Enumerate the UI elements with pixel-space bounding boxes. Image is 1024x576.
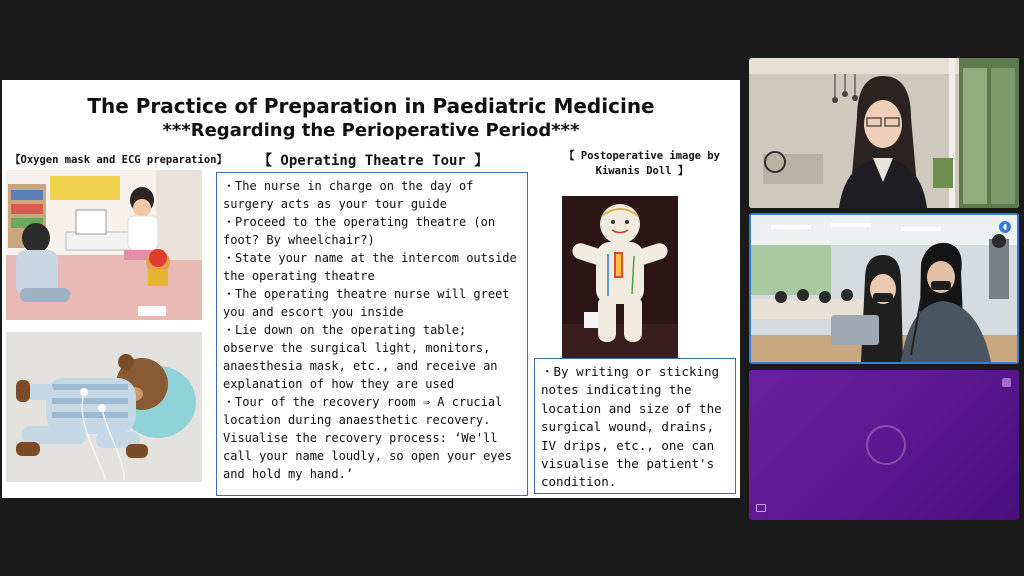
tour-step: ・Proceed to the operating theatre (on foot? By wheelchair?): [223, 215, 496, 247]
tour-step: ・Tour of the recovery room ⇒ A crucial location during anaesthetic recovery. Visualise the recovery process: ‘We'll call your name loudly, so open your eyes and hold my hand.’: [223, 395, 512, 481]
playroom-photo: [6, 170, 202, 320]
speaker-indicator-icon: ◖: [999, 221, 1011, 233]
shared-slide: [2, 80, 740, 498]
presenter-video-tile[interactable]: [749, 58, 1019, 208]
tour-step: ・State your name at the intercom outside the operating theatre: [223, 251, 517, 283]
caption-oxygen-mask: 【Oxygen mask and ECG preparation】: [10, 154, 227, 166]
tour-step: ・The nurse in charge on the day of surgery acts as your tour guide: [223, 179, 474, 211]
caption-operating-tour: 【 Operating Theatre Tour 】: [258, 153, 489, 169]
teddy-bear-photo: [6, 332, 202, 482]
camera-off-icon: [756, 504, 766, 512]
tour-step: ・Lie down on the operating table; observe the surgical light, monitors, anaesthesia mask, etc., and receive an explanation of how they are used: [223, 323, 498, 391]
loading-ring-icon: [866, 425, 906, 465]
classroom-video-tile[interactable]: [749, 213, 1019, 364]
caption-postoperative: 【 Postoperative image by Kiwanis Doll 】: [564, 150, 720, 177]
empty-video-tile[interactable]: [749, 370, 1019, 520]
tile-options-icon[interactable]: [1002, 378, 1011, 387]
tour-steps-list: [223, 177, 521, 483]
postoperative-textbox: ・By writing or sticking notes indicating the location and size of the surgical wound, drains, IV drips, etc., one can visualise the patient's condition.: [534, 358, 736, 494]
slide-subtitle: ***Regarding the Perioperative Period***: [162, 120, 580, 141]
kiwanis-doll-photo: [562, 196, 678, 362]
slide-title: The Practice of Preparation in Paediatric Medicine: [87, 94, 655, 118]
operating-tour-textbox: [216, 172, 528, 496]
tour-step: ・The operating theatre nurse will greet you and escort you inside: [223, 287, 510, 319]
